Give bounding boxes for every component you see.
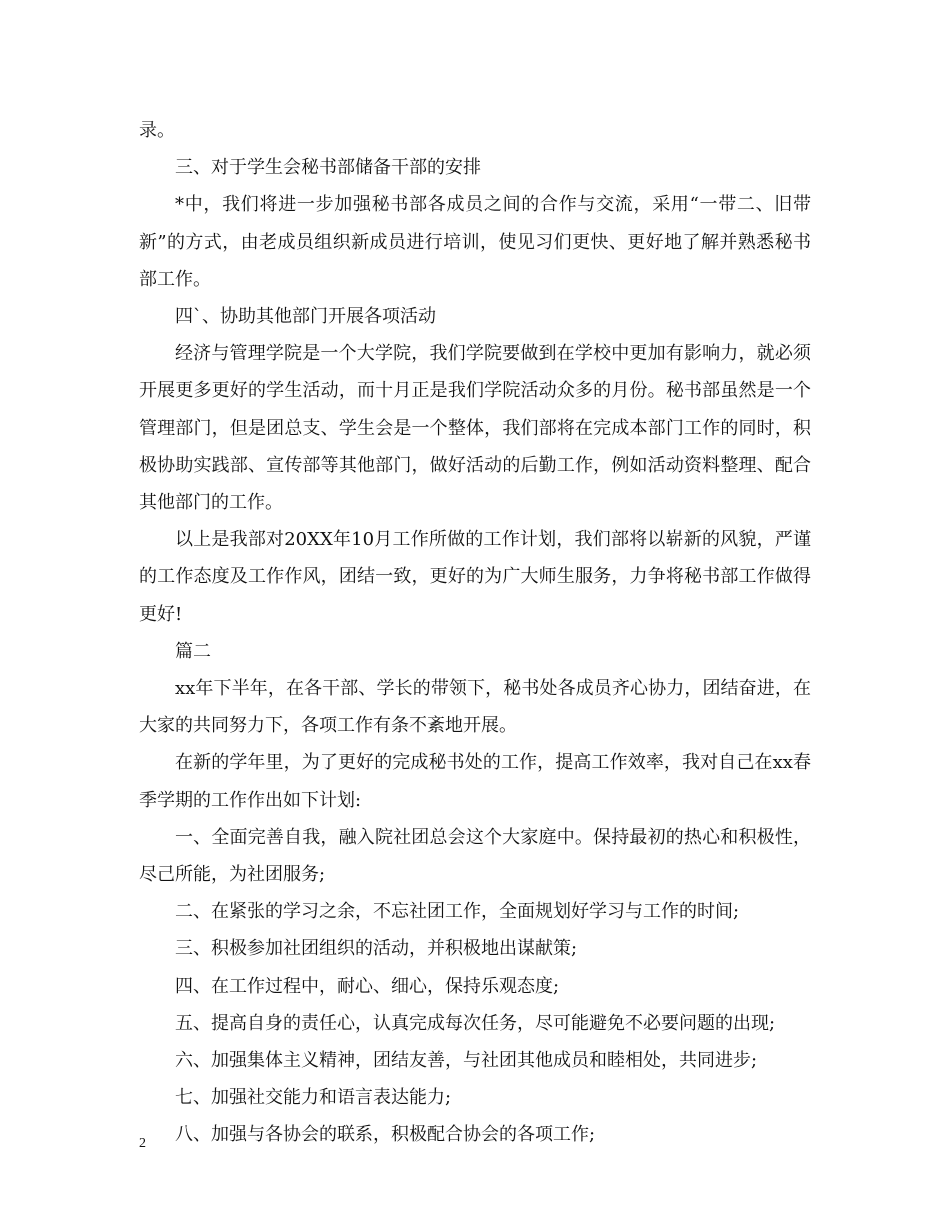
paragraph: 以上是我部对20XX年10月工作所做的工作计划，我们部将以崭新的风貌，严谨的工作态度及工作作风，团结一致，更好的为广大师生服务，力争将秘书部工作做得更好!	[139, 529, 811, 625]
paragraph: 五、提高自身的责任心，认真完成每次任务，尽可能避免不必要问题的出现;	[175, 1012, 776, 1034]
paragraph: 三、对于学生会秘书部储备干部的安排	[175, 157, 481, 179]
paragraph: 经济与管理学院是一个大学院，我们学院要做到在学校中更加有影响力，就必须开展更多更好的学生活动，而十月正是我们学院活动众多的月份。秘书部虽然是一个管理部门，但是团总支、学生会是一个整体，我们部将在完成本部门工作的同时，积极协助实践部、宣传部等其他部门，做好活动的后勤工作，例如活动资料整理、配合其他部门的工作。	[139, 343, 811, 514]
paragraph: 在新的学年里，为了更好的完成秘书处的工作，提高工作效率，我对自己在xx春季学期的工作作出如下计划:	[139, 752, 811, 811]
paragraph: 七、加强社交能力和语言表达能力;	[175, 1087, 452, 1109]
paragraph: 录。	[139, 120, 175, 141]
paragraph: *中，我们将进一步加强秘书部各成员之间的合作与交流，采用“一带二、旧带新”的方式，由老成员组织新成员进行培训，使见习们更快、更好地了解并熟悉秘书部工作。	[139, 194, 811, 290]
paragraph: 三、积极参加社团组织的活动，并积极地出谋献策;	[175, 938, 578, 960]
paragraph: 四`、协助其他部门开展各项活动	[175, 306, 436, 328]
paragraph: 四、在工作过程中，耐心、细心，保持乐观态度;	[175, 975, 560, 997]
paragraph: xx年下半年，在各干部、学长的带领下，秘书处各成员齐心协力，团结奋进，在大家的共同努力下，各项工作有条不紊地开展。	[139, 678, 811, 737]
paragraph: 一、全面完善自我，融入院社团总会这个大家庭中。保持最初的热心和积极性，尽己所能，为社团服务;	[139, 826, 811, 886]
paragraph: 二、在紧张的学习之余，不忘社团工作，全面规划好学习与工作的时间;	[175, 901, 740, 923]
paragraph: 八、加强与各协会的联系，积极配合协会的各项工作;	[175, 1124, 596, 1146]
document-body	[139, 112, 811, 1154]
page-number: 2	[139, 1136, 146, 1151]
paragraph: 六、加强集体主义精神，团结友善，与社团其他成员和睦相处，共同进步;	[175, 1050, 758, 1072]
paragraph: 篇二	[175, 640, 211, 662]
